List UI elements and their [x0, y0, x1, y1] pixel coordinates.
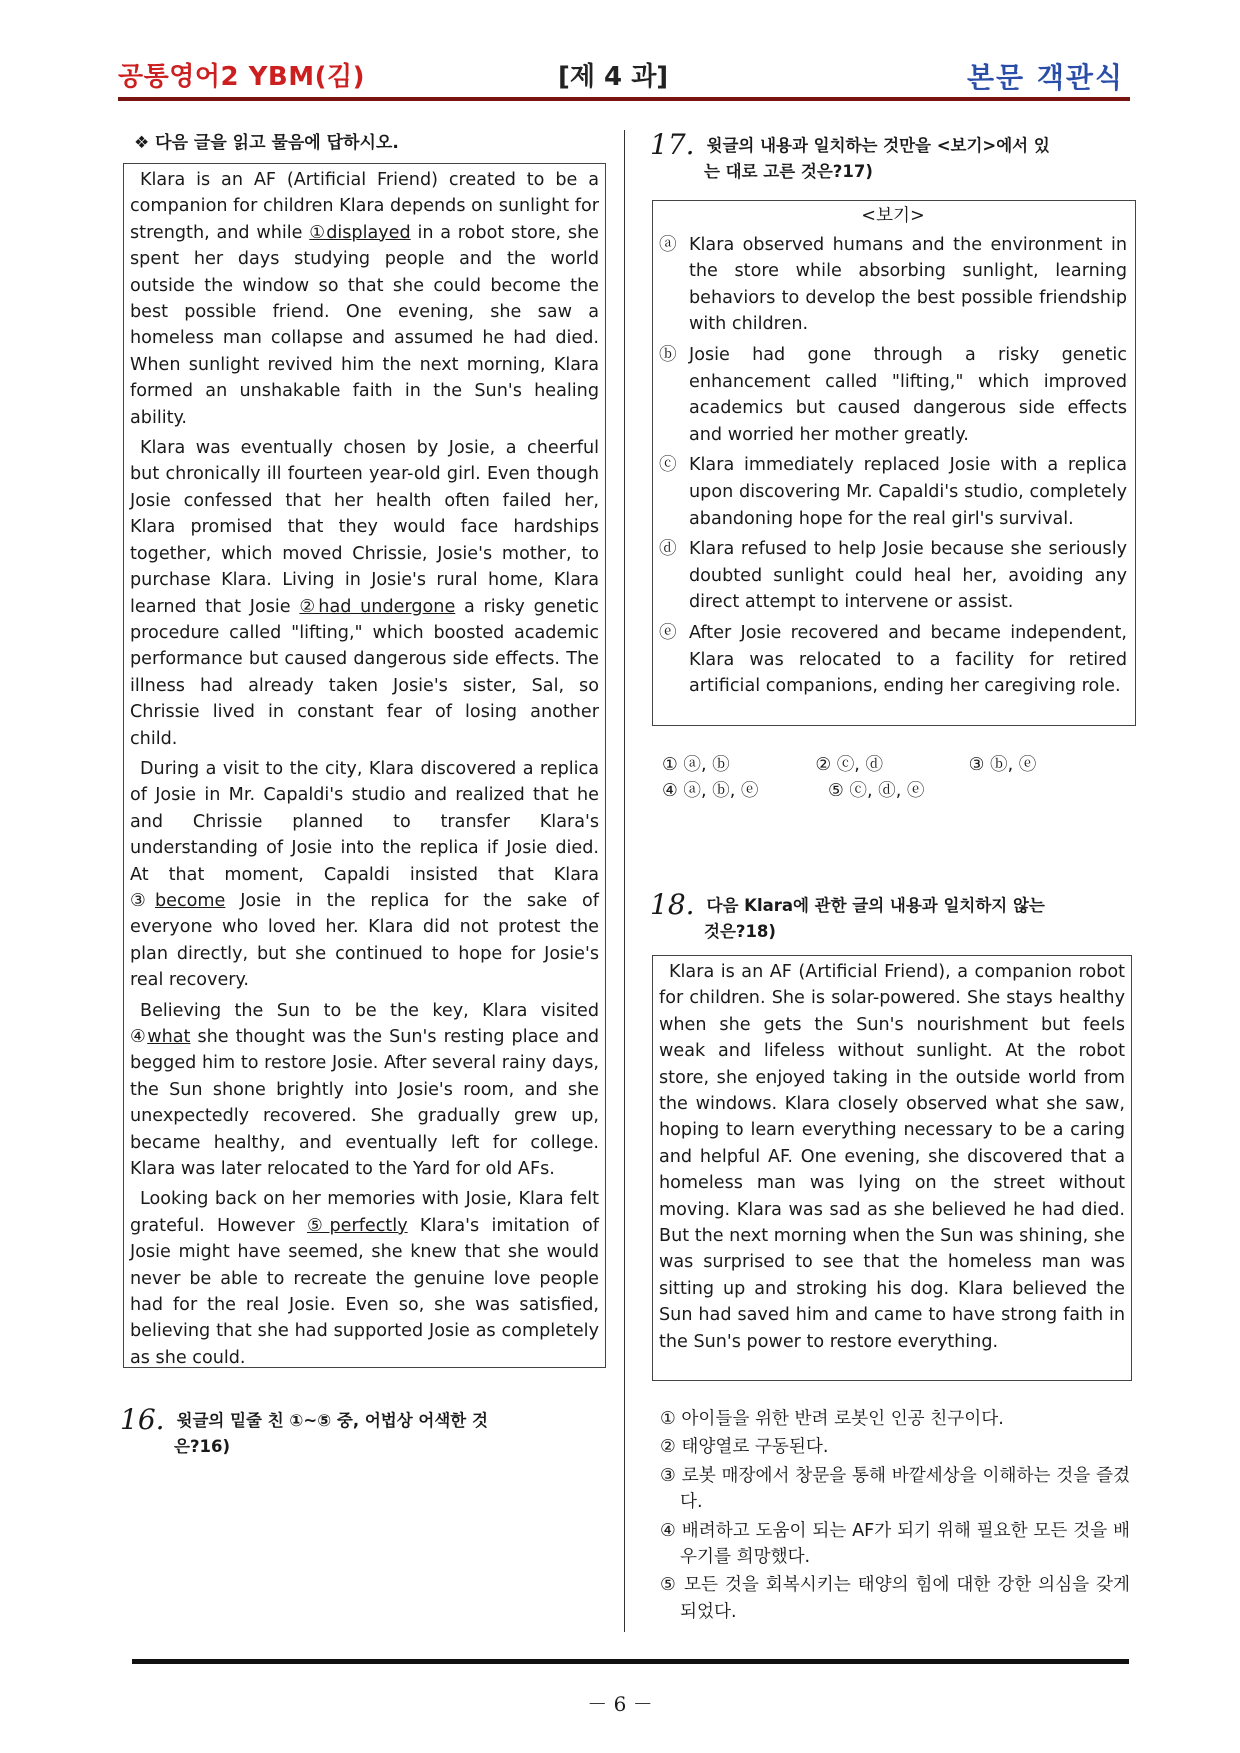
question-16	[120, 1405, 604, 1459]
footer-rule	[132, 1659, 1129, 1664]
underlined-item-3: become	[154, 890, 226, 911]
underlined-item-4: what	[147, 1027, 191, 1047]
passage-paragraph-3	[130, 756, 599, 994]
question-17	[650, 130, 1132, 184]
passage-text: Klara's imitation of Josie might have seemed, she knew that she would never be able to recreate the genuine love people had for the real Josie. Even so, she was satisfied, believing that she had supported Josie as completely as she could.	[130, 1215, 600, 1368]
passage-text: she thought was the Sun's resting place and begged him to restore Josie. After several rainy days, the Sun shone brightly into Josie's room, and she unexpectedly recovered. She gradually grew up, became healthy, and eventually left for college. Klara was later relocated to the Yard for old AFs.	[130, 1027, 599, 1180]
question-18-header	[650, 890, 1132, 920]
question-17-choices	[662, 752, 1122, 804]
passage-paragraph-2	[130, 435, 599, 752]
page-header	[118, 52, 1130, 98]
question-prompt-continued: 은?16)	[174, 1437, 231, 1456]
q18-passage-text: Klara is an AF (Artificial Friend), a companion robot for children. She is solar-powered. She stays healthy when she gets the Sun's nourishment but feels weak and lifeless without sunlight. At the robot store, she enjoyed taking in the outside world from the windows. Klara closely observed what she saw, hoping to learn everything necessary to be a caring and helpful AF. One evening, she discovered that a homeless man was lying on the street without moving. Klara was sad as she believed he had died. But the next morning when the Sun was shining, she was surprised to see that the homeless man was sitting up and stroking his dog. Klara believed the Sun had saved him and came to have strong faith in the Sun's power to restore everything.	[659, 962, 1125, 1352]
item-marker: ⓒ	[659, 455, 677, 476]
passage-text: Klara is an AF (Artificial Friend) created to be a companion for children Klara depends on sunlight for strength, and while	[130, 170, 599, 243]
item-text: Josie had gone through a risky genetic enhancement called "lifting," which improved academics but caused dangerous side effects and worried her mother greatly.	[689, 344, 1127, 445]
passage-paragraph-5	[130, 1186, 599, 1371]
item-marker: ⓑ	[659, 344, 677, 365]
reading-passage	[123, 163, 606, 1368]
item-text: After Josie recovered and became independent, Klara was relocated to a facility for retired artificial companions, ending her caregiving role.	[689, 622, 1127, 697]
choice-row	[662, 752, 1122, 778]
passage-text: a risky genetic procedure called "lifting," which boosted academic performance but caused dangerous side effects. The illness had already taken Josie's sister, Sal, so Chrissie lived in constant fear of losing another child.	[130, 596, 599, 749]
choice-3[interactable]: ③ ⓑ, ⓔ	[968, 755, 1037, 775]
question-number: 17.	[650, 128, 695, 161]
bogi-item-a	[659, 232, 1127, 338]
lesson-title: [제 4 과]	[558, 62, 669, 92]
page-number: － 6 －	[587, 1692, 653, 1716]
question-18	[650, 890, 1132, 944]
bogi-item-b	[659, 342, 1127, 448]
question-prompt: 다음 Klara에 관한 글의 내용과 일치하지 않는	[706, 896, 1045, 915]
passage-text: Josie in the replica for the sake of everyone who loved her. Klara did not protest the plan directly, but she continued to hope for Josie's real recovery.	[130, 890, 599, 991]
choice-5[interactable]: ⑤ 모든 것을 회복시키는 태양의 힘에 대한 강한 의심을 갖게 되었다.	[660, 1575, 1130, 1622]
passage-paragraph-4	[130, 998, 599, 1183]
q18-passage	[652, 955, 1132, 1381]
choice-row	[662, 778, 1122, 804]
item-text: Klara observed humans and the environment in the store while absorbing sunlight, learning behaviors to develop the best possible friendship with children.	[689, 234, 1127, 335]
underlined-item-1: ①displayed	[309, 222, 411, 243]
passage-text: in a robot store, she spent her days studying people and the world outside the window so that she could become the best possible friend. One evening, she saw a homeless man collapse and assumed he had died. When sunlight revived him the next morning, Klara formed an unshakable faith in the Sun's healing ability.	[130, 222, 599, 428]
section-title: 본문 객관식	[967, 61, 1124, 94]
bogi-box	[652, 200, 1136, 726]
choice-1[interactable]: ① ⓐ, ⓑ	[662, 755, 730, 775]
question-number: 18.	[650, 888, 695, 921]
question-18-choices	[660, 1406, 1130, 1627]
column-divider	[624, 130, 625, 1632]
question-prompt-continued: 는 대로 고른 것은?17)	[704, 162, 873, 181]
header-rule	[118, 97, 1130, 101]
item-text: Klara immediately replaced Josie with a replica upon discovering Mr. Capaldi's studio, completely abandoning hope for the real girl's survival.	[689, 455, 1127, 529]
passage-text: Believing the Sun to be the key, Klara visited ④	[130, 1000, 599, 1047]
underlined-item-5: ⑤perfectly	[307, 1215, 408, 1236]
question-number: 16.	[120, 1403, 165, 1436]
underlined-item-2: ②had undergone	[299, 596, 456, 617]
choice-5[interactable]: ⑤ ⓒ, ⓓ, ⓔ	[828, 781, 925, 801]
question-prompt: 윗글의 밑줄 친 ①~⑤ 중, 어법상 어색한 것	[176, 1411, 488, 1430]
passage-text: Klara was eventually chosen by Josie, a cheerful but chronically ill fourteen year-old girl. Even though Josie confessed that her health often failed her, Klara promised that they would face hardships together, which moved Chrissie, Josie's mother, to purchase Klara. Living in Josie's rural home, Klara learned that Josie	[130, 438, 599, 617]
passage-text: During a visit to the city, Klara discovered a replica of Josie in Mr. Capaldi's studio and realized that he and Chrissie planned to transfer Klara's understanding of Josie into the replica if Josie died. At that moment, Capaldi insisted that Klara ③	[130, 758, 599, 911]
choice-4[interactable]: ④ ⓐ, ⓑ, ⓔ	[662, 781, 759, 801]
question-prompt-continued: 것은?18)	[704, 922, 776, 941]
question-prompt: 윗글의 내용과 일치하는 것만을 <보기>에서 있	[706, 136, 1050, 155]
bogi-item-c	[659, 452, 1127, 532]
bogi-item-e	[659, 620, 1127, 700]
choice-3[interactable]: ③ 로봇 매장에서 창문을 통해 바깥세상을 이해하는 것을 즐겼다.	[660, 1465, 1130, 1513]
choice-2[interactable]: ② 태양열로 구동된다.	[660, 1437, 829, 1458]
choice-4[interactable]: ④ 배려하고 도움이 되는 AF가 되기 위해 필요한 모든 것을 배우기를 희망했다.	[660, 1520, 1130, 1568]
choice-1[interactable]: ① 아이들을 위한 반려 로봇인 인공 친구이다.	[660, 1409, 1004, 1429]
item-marker: ⓔ	[659, 622, 677, 643]
passage-paragraph-1	[130, 167, 599, 431]
item-marker: ⓐ	[659, 234, 677, 255]
question-16-header	[120, 1405, 604, 1435]
bogi-item-d	[659, 536, 1127, 616]
item-text: Klara refused to help Josie because she seriously doubted sunlight could heal her, avoiding any direct attempt to intervene or assist.	[689, 539, 1127, 613]
question-17-header	[650, 130, 1132, 160]
bogi-title: <보기>	[861, 206, 925, 226]
passage-text: Looking back on her memories with Josie, Klara felt grateful. However	[130, 1189, 599, 1236]
choice-2[interactable]: ② ⓒ, ⓓ	[815, 755, 884, 775]
instruction: ❖ 다음 글을 읽고 물음에 답하시오.	[134, 133, 399, 153]
subject-title: 공통영어2 YBM(김)	[118, 62, 366, 92]
item-marker: ⓓ	[659, 539, 677, 560]
